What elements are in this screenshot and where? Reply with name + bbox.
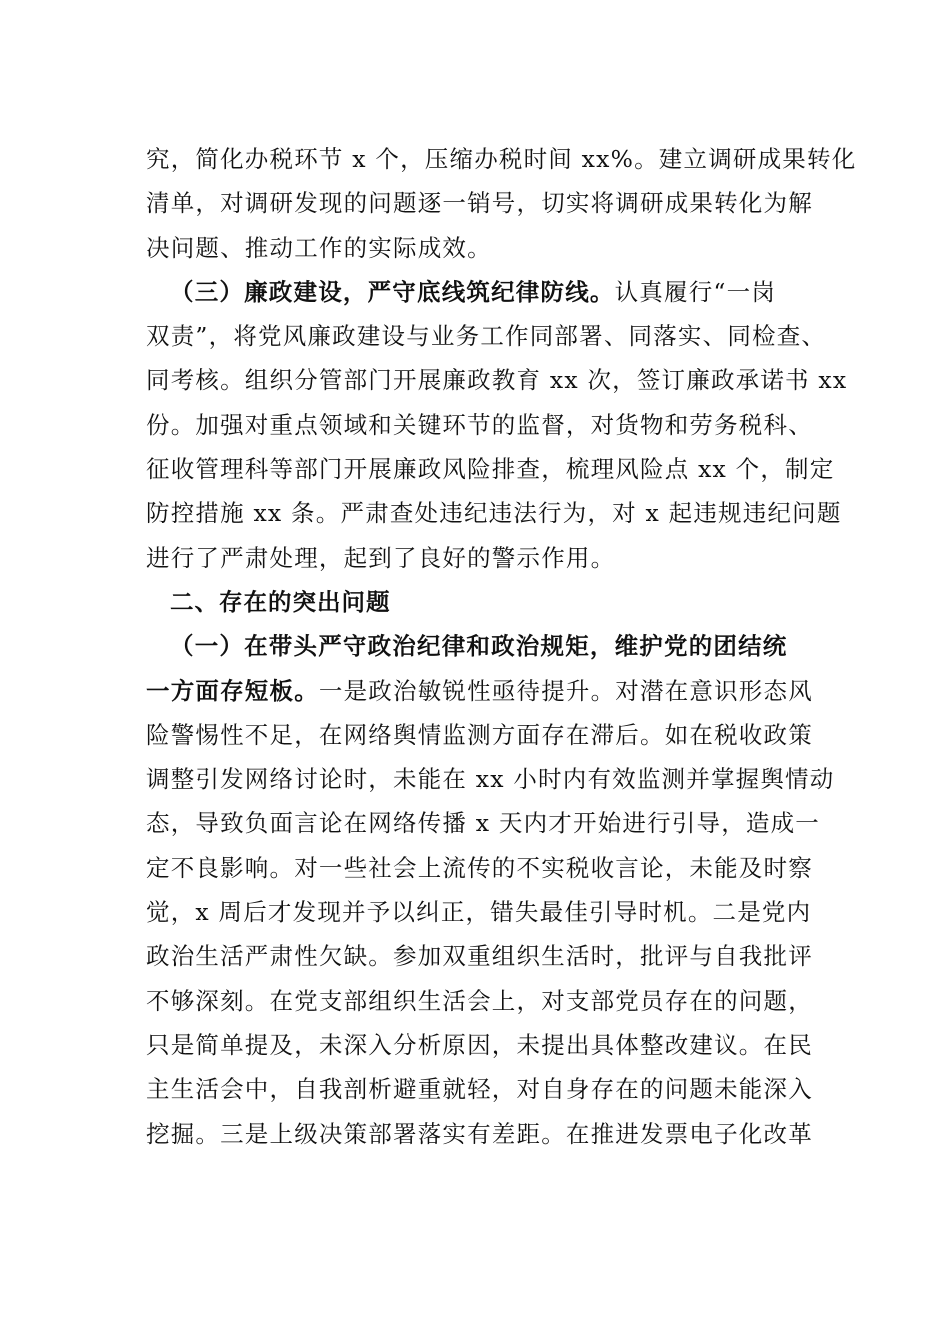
paragraph-line: 份。加强对重点领域和关键环节的监督，对货物和劳务税科、	[146, 410, 813, 439]
paragraph-line: 进行了严肃处理，起到了良好的警示作用。	[146, 543, 616, 572]
section-one-heading-cont: 一方面存短板。	[146, 676, 319, 705]
paragraph-line: 主生活会中，自我剖析避重就轻，对自身存在的问题未能深入	[146, 1075, 813, 1104]
section-three-heading: （三）廉政建设，严守底线筑纪律防线。	[170, 277, 615, 306]
paragraph-line: 调整引发网络讨论时，未能在 xx 小时内有效监测并掌握舆情动	[146, 765, 835, 794]
section-one-heading: （一）在带头严守政治纪律和政治规矩，维护党的团结统	[170, 632, 788, 661]
paragraph-line: 只是简单提及，未深入分析原因，未提出具体整改建议。在民	[146, 1030, 813, 1059]
paragraph-line: 觉，x 周后才发现并予以纠正，错失最佳引导时机。二是党内	[146, 898, 812, 927]
section-one-line	[146, 669, 836, 713]
section-three-line	[146, 270, 836, 314]
paragraph-line: 决问题、推动工作的实际成效。	[146, 233, 492, 262]
paragraph-line: 征收管理科等部门开展廉政风险排查，梳理风险点 xx 个，制定	[146, 455, 835, 484]
paragraph-text: 认真履行“一岗	[614, 277, 777, 306]
paragraph-line: 挖掘。三是上级决策部署落实有差距。在推进发票电子化改革	[146, 1119, 813, 1148]
paragraph-text: 一是政治敏锐性亟待提升。对潜在意识形态风	[318, 676, 813, 705]
paragraph-line: 态，导致负面言论在网络传播 x 天内才开始进行引导，造成一	[146, 809, 820, 838]
paragraph-line: 政治生活严肃性欠缺。参加双重组织生活时，批评与自我批评	[146, 942, 813, 971]
chapter-two-heading: 二、存在的突出问题	[170, 587, 391, 616]
paragraph-line: 究，简化办税环节 x 个，压缩办税时间 xx%。建立调研成果转化	[146, 145, 857, 173]
paragraph-line: 防控措施 xx 条。严肃查处违纪违法行为，对 x 起违规违纪问题	[146, 499, 842, 528]
paragraph-line: 同考核。组织分管部门开展廉政教育 xx 次，签订廉政承诺书 xx	[146, 366, 848, 395]
paragraph-line: 不够深刻。在党支部组织生活会上，对支部党员存在的问题，	[146, 986, 813, 1015]
document-body	[146, 137, 857, 1156]
paragraph-line: 清单，对调研发现的问题逐一销号，切实将调研成果转化为解	[146, 189, 813, 218]
paragraph-line: 定不良影响。对一些社会上流传的不实税收言论，未能及时察	[146, 853, 813, 882]
paragraph-line: 险警惕性不足，在网络舆情监测方面存在滞后。如在税收政策	[146, 720, 813, 749]
paragraph-line: 双责”，将党风廉政建设与业务工作同部署、同落实、同检查、	[146, 322, 827, 351]
